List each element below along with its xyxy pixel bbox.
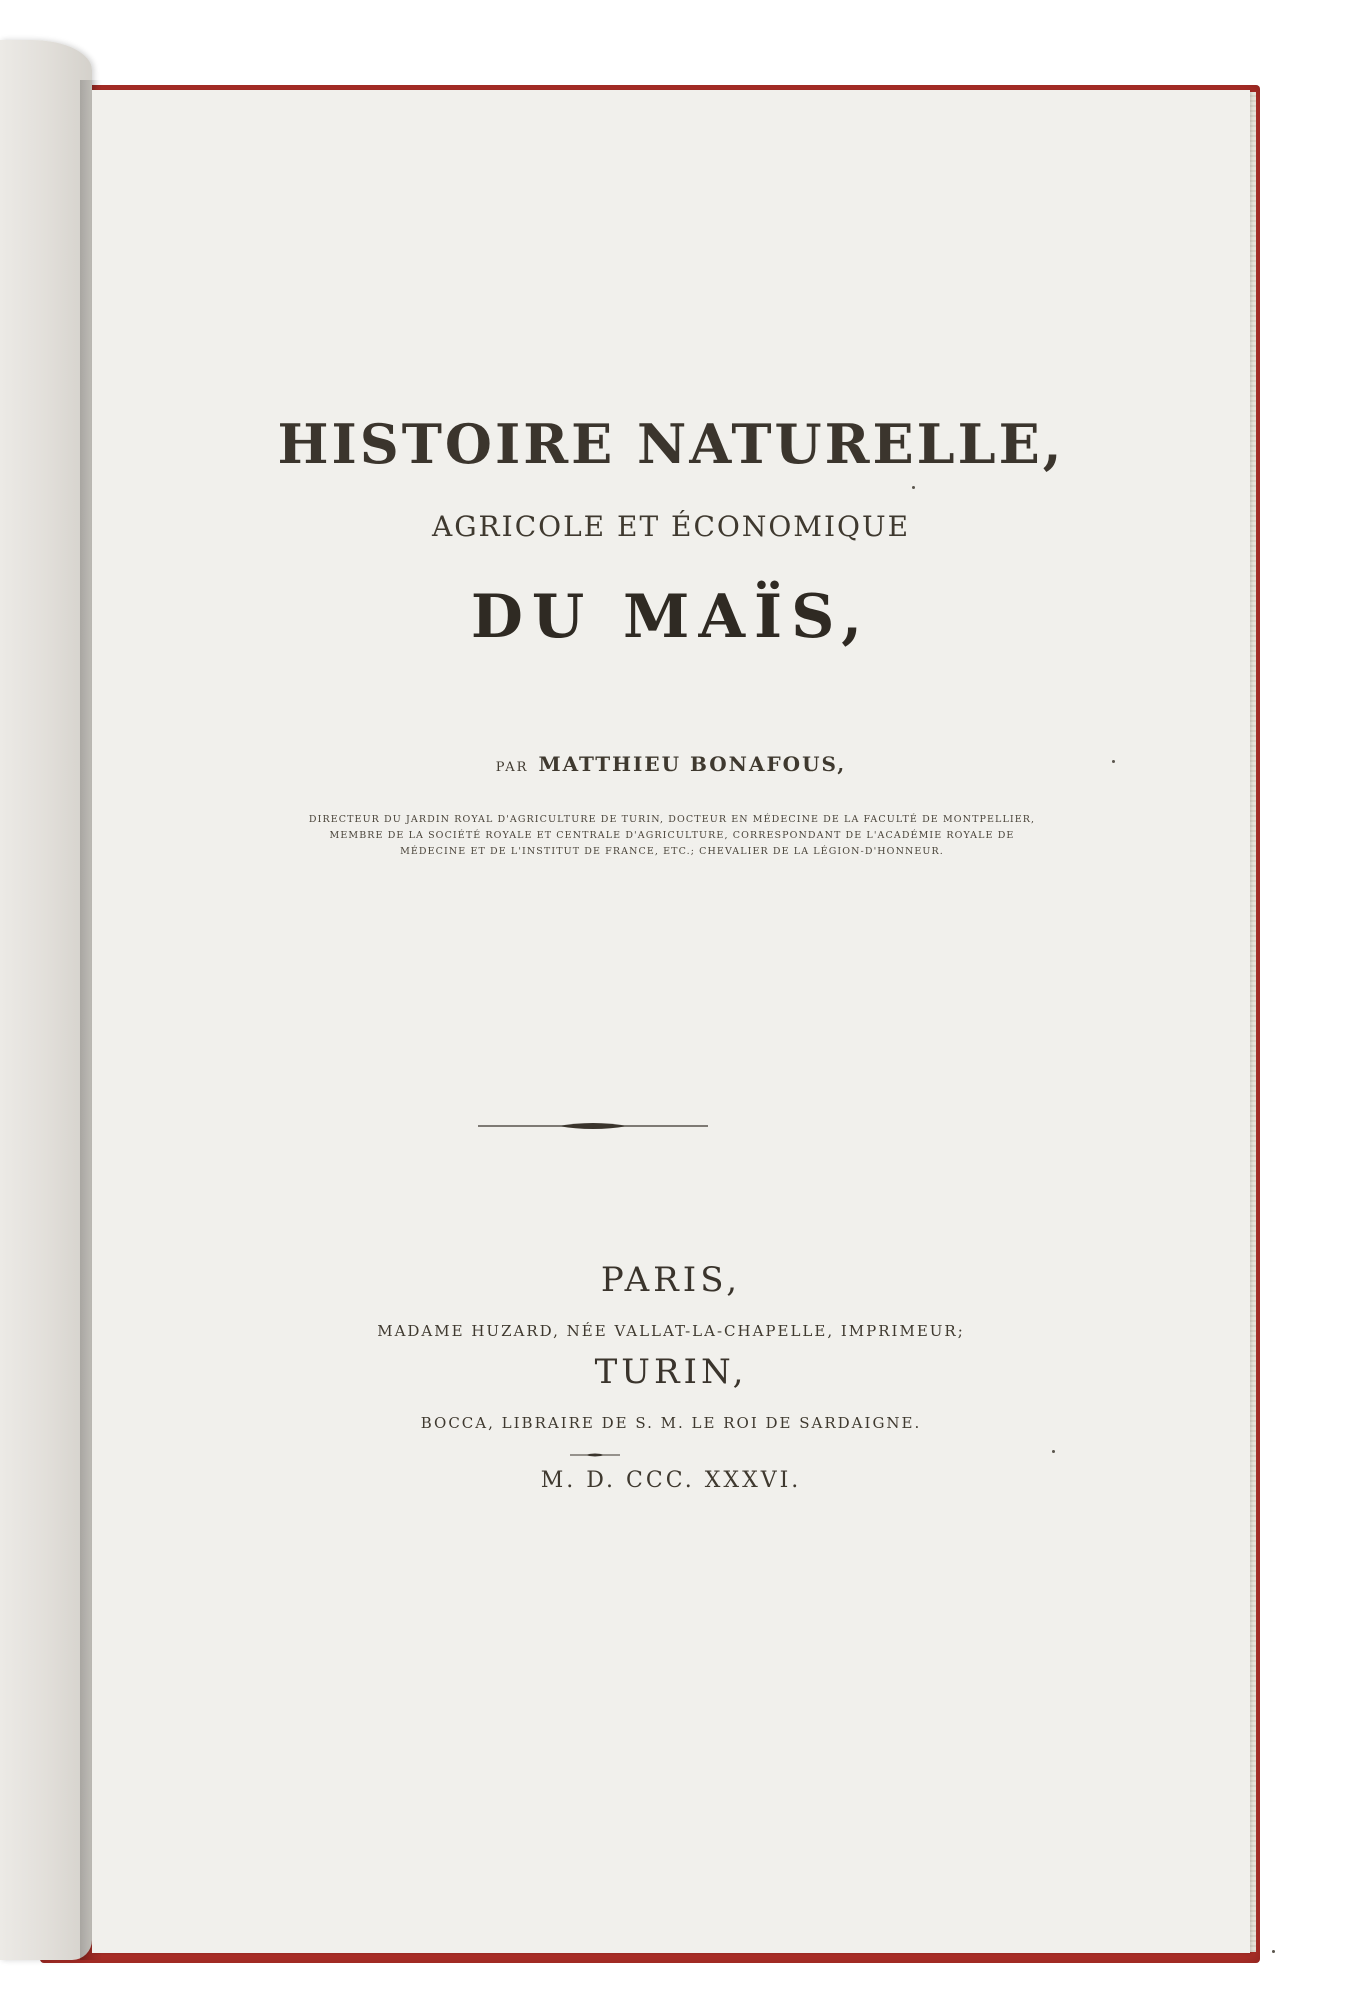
credentials-line-3: MÉDECINE ET DE L'INSTITUT DE FRANCE, ETC.; CHEVALIER DE LA LÉGION-D'HONNEUR. [400, 846, 944, 857]
credentials-line-2: MEMBRE DE LA SOCIÉTÉ ROYALE ET CENTRALE D'AGRICULTURE, CORRESPONDANT DE L'ACADÉMIE ROYALE DE [329, 830, 1015, 841]
small-ornamental-rule [570, 1452, 620, 1458]
ornamental-rule [478, 1120, 708, 1132]
paper-speck [1112, 760, 1115, 763]
imprint-city-paris: PARIS, [600, 1260, 742, 1300]
author-credentials [272, 812, 1072, 860]
credentials-line-1: DIRECTEUR DU JARDIN ROYAL D'AGRICULTURE DE TURIN, DOCTEUR EN MÉDECINE DE LA FACULTÉ DE MONTPELLIER, [308, 814, 1036, 825]
title-line-3: DU MAÏS, [470, 582, 872, 652]
page-edges [1250, 92, 1256, 1952]
imprint-publisher-paris: MADAME HUZARD, NÉE VALLAT-LA-CHAPELLE, IMPRIMEUR; [377, 1322, 965, 1340]
author-name: MATTHIEU BONAFOUS, [538, 752, 847, 776]
paper-speck [1272, 1950, 1275, 1953]
imprint-city-turin: TURIN, [594, 1352, 748, 1392]
title-line-2: AGRICOLE ET ÉCONOMIQUE [431, 510, 911, 543]
author-prefix: PAR [495, 760, 529, 775]
imprint-publisher-turin: BOCCA, LIBRAIRE DE S. M. LE ROI DE SARDAIGNE. [420, 1414, 922, 1432]
author-line [92, 752, 1250, 776]
paper-speck [912, 486, 915, 489]
imprint-date: M. D. CCC. XXXVI. [540, 1468, 802, 1493]
left-page-curl [0, 40, 92, 1960]
paper-speck [1052, 1450, 1055, 1453]
title-line-1: HISTOIRE NATURELLE, [277, 412, 1065, 476]
title-page [92, 90, 1250, 1953]
